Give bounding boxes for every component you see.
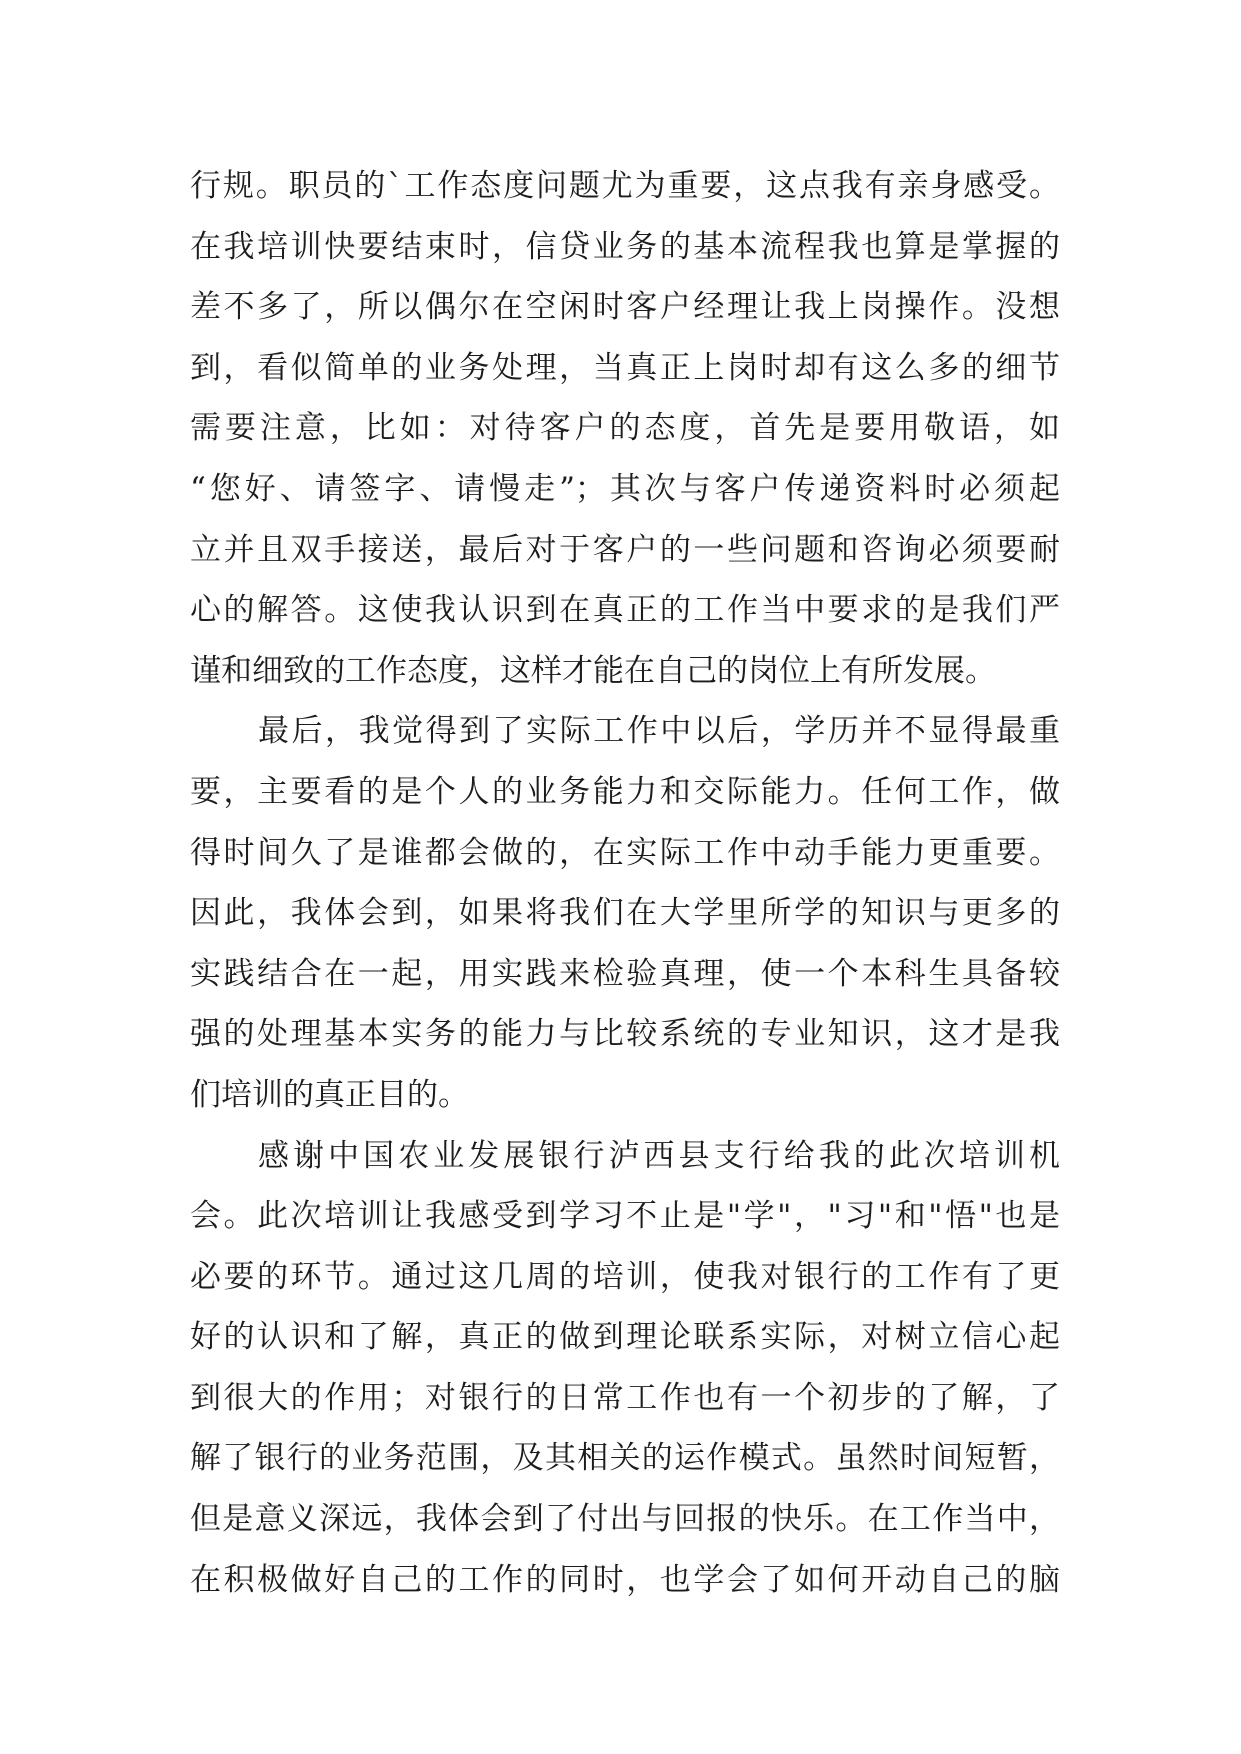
text-line: 要，主要看的是个人的业务能力和交际能力。任何工作，做 [190, 773, 1060, 810]
text-line: 会。此次培训让我感受到学习不止是"学"，"习"和"悟"也是 [190, 1198, 1060, 1235]
text-line: 们培训的真正目的。 [190, 1076, 469, 1113]
text-line: 强的处理基本实务的能力与比较系统的专业知识，这才是我 [190, 1016, 1060, 1053]
text-line: 到，看似简单的业务处理，当真正上岗时却有这么多的细节 [190, 349, 1060, 386]
body-text [190, 156, 1060, 1610]
text-line: 因此，我体会到，如果将我们在大学里所学的知识与更多的 [190, 895, 1060, 932]
text-line: 但是意义深远，我体会到了付出与回报的快乐。在工作当中， [190, 1501, 1060, 1538]
text-line: 解了银行的业务范围，及其相关的运作模式。虽然时间短暂， [190, 1440, 1060, 1477]
text-line: 在我培训快要结束时，信贷业务的基本流程我也算是掌握的 [190, 228, 1060, 265]
text-line: 感谢中国农业发展银行泸西县支行给我的此次培训机 [258, 1137, 1060, 1174]
text-line: 到很大的作用；对银行的日常工作也有一个初步的了解，了 [190, 1379, 1060, 1416]
text-line: 实践结合在一起，用实践来检验真理，使一个本科生具备较 [190, 955, 1060, 992]
text-line: 立并且双手接送，最后对于客户的一些问题和咨询必须要耐 [190, 531, 1060, 568]
text-line: 行规。职员的`工作态度问题尤为重要，这点我有亲身感受。 [190, 168, 1060, 204]
text-line: 谨和细致的工作态度，这样才能在自己的岗位上有所发展。 [190, 652, 996, 689]
text-line: 需要注意，比如：对待客户的态度，首先是要用敬语，如 [190, 410, 1060, 447]
text-line: 差不多了，所以偶尔在空闲时客户经理让我上岗操作。没想 [190, 289, 1060, 326]
text-line: 在积极做好自己的工作的同时，也学会了如何开动自己的脑 [190, 1561, 1060, 1598]
text-line: “您好、请签字、请慢走”；其次与客户传递资料时必须起 [190, 470, 1060, 507]
text-line: 得时间久了是谁都会做的，在实际工作中动手能力更重要。 [190, 834, 1060, 871]
text-line: 必要的环节。通过这几周的培训，使我对银行的工作有了更 [190, 1258, 1060, 1295]
text-line: 好的认识和了解，真正的做到理论联系实际，对树立信心起 [190, 1319, 1060, 1356]
text-line: 最后，我觉得到了实际工作中以后，学历并不显得最重 [258, 713, 1060, 750]
text-line: 心的解答。这使我认识到在真正的工作当中要求的是我们严 [190, 592, 1060, 629]
